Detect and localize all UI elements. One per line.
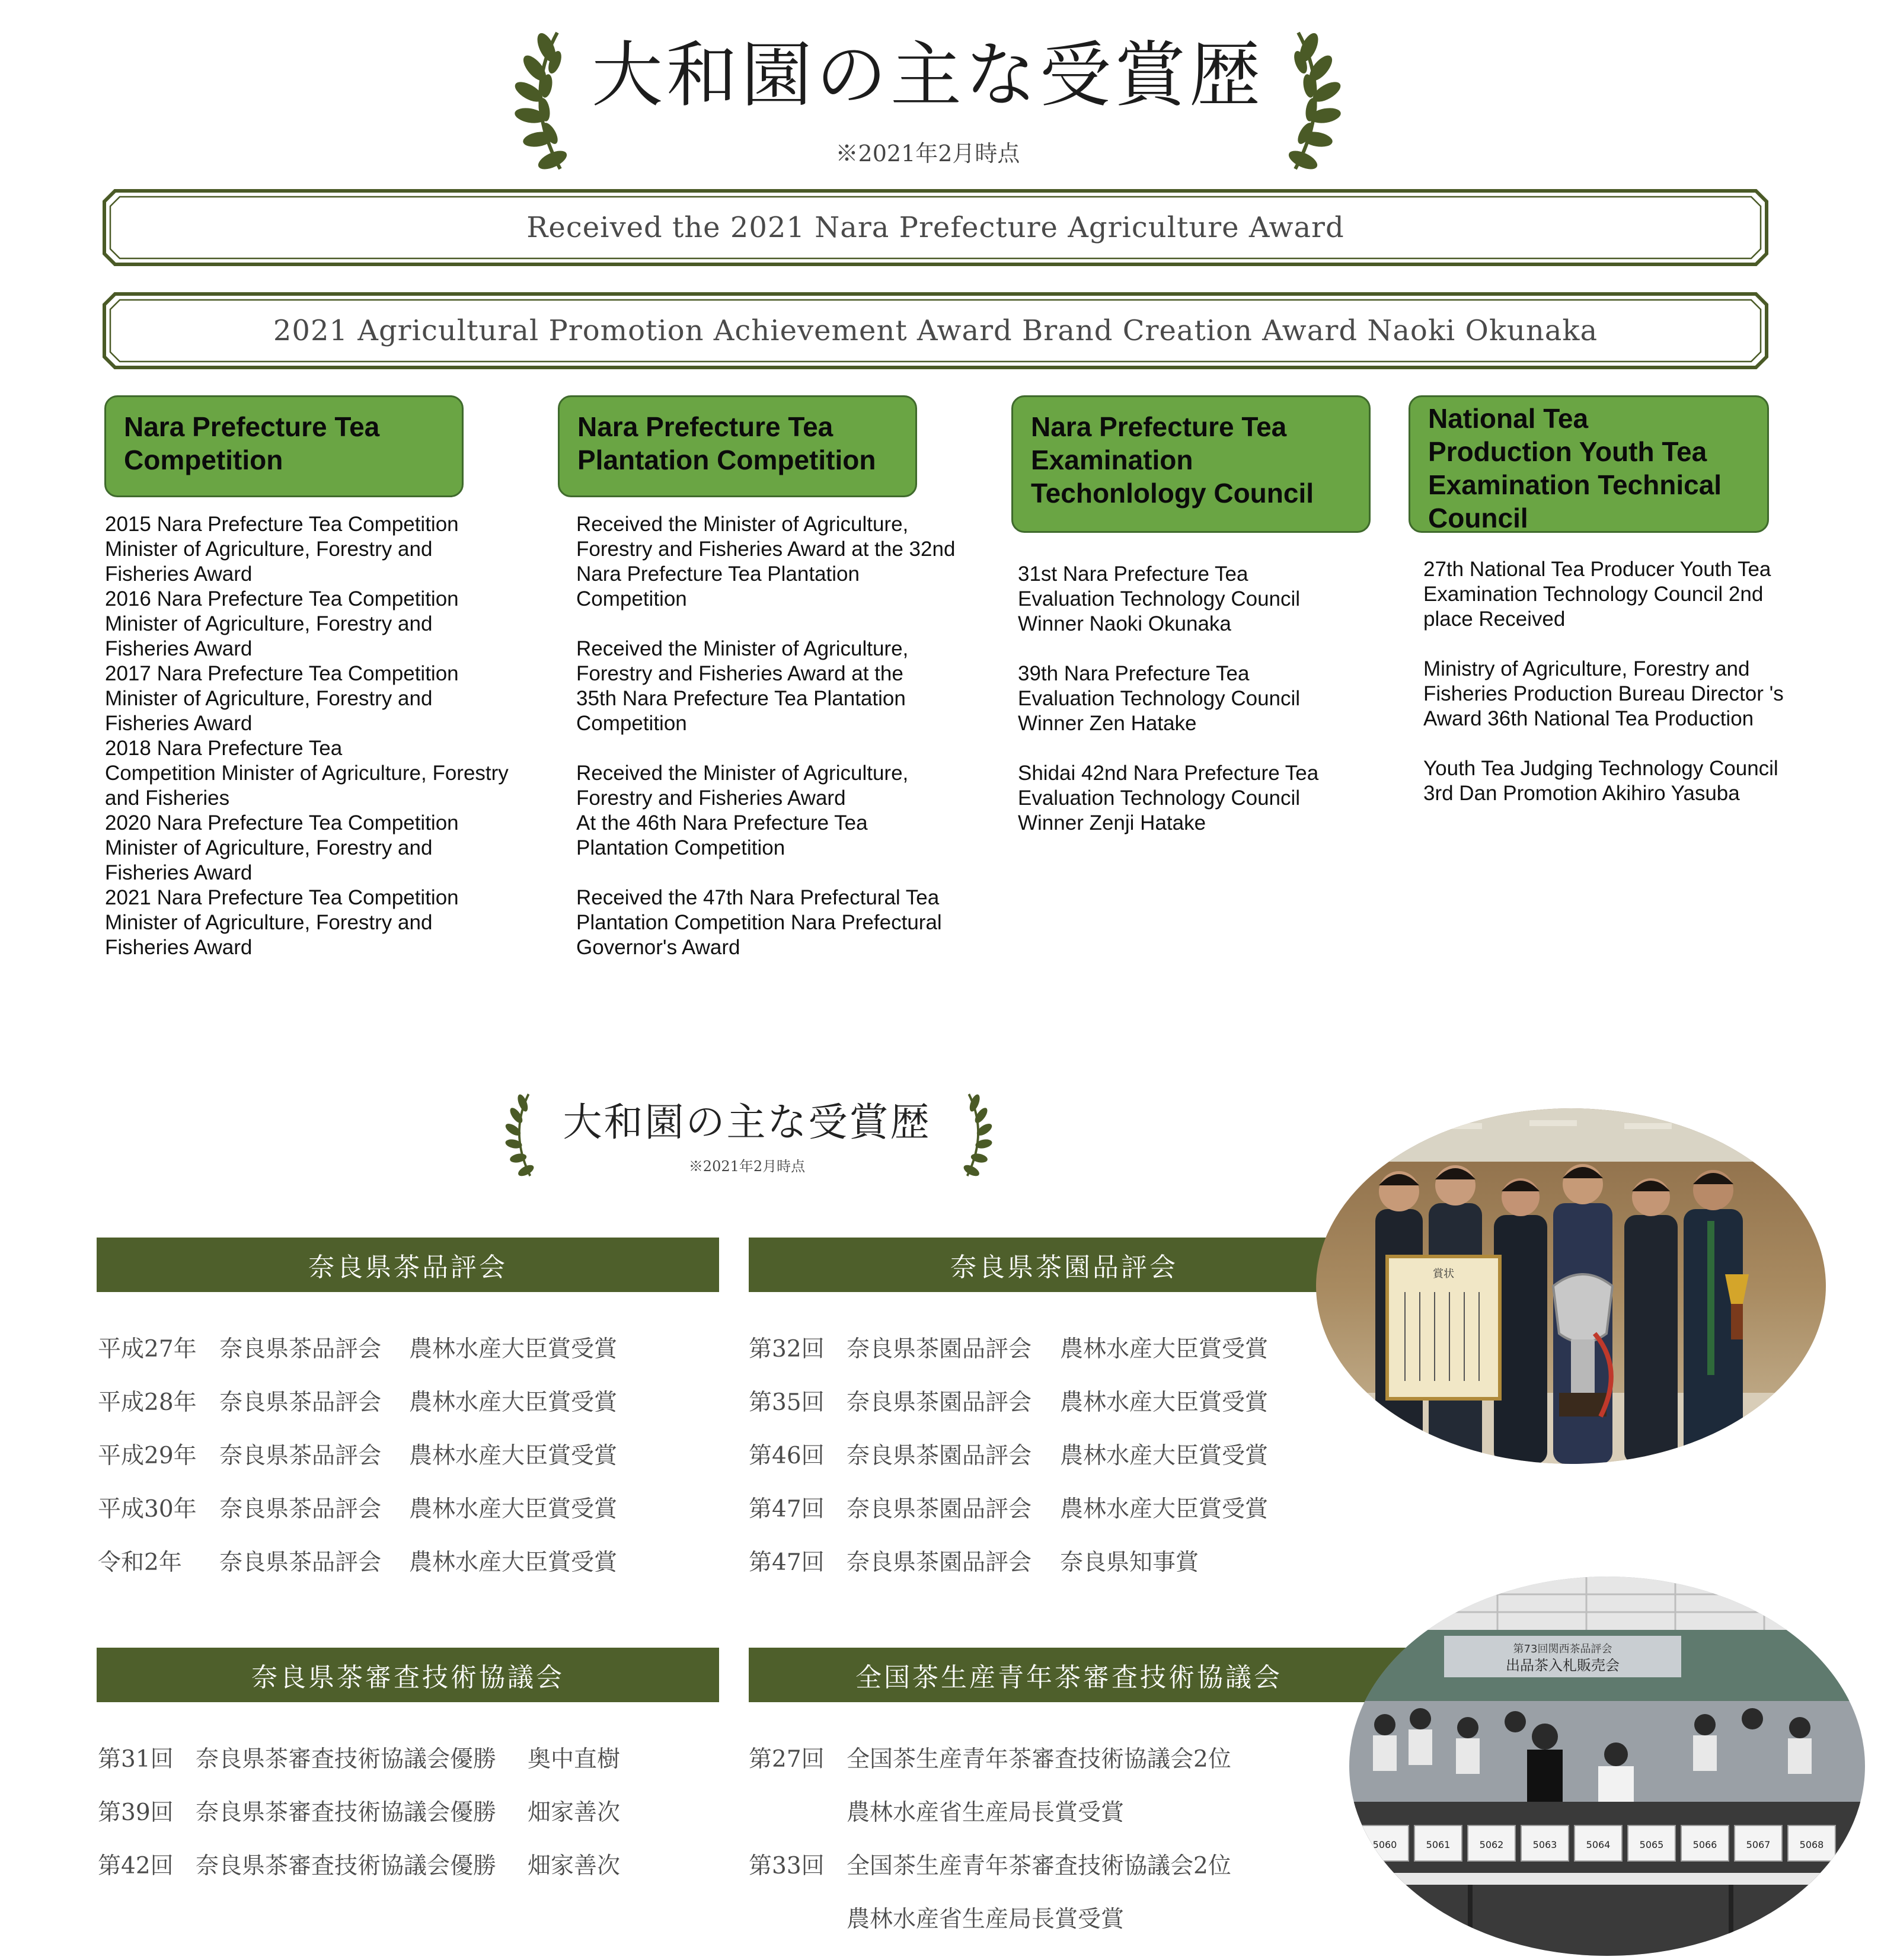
award-list: 27th National Tea Producer Youth Tea Examination Technology Council 2nd place Received Ministry of Agriculture, Forestry and Fisheries Production Bureau Director 's Award 36th National Tea Production Youth Tea Judging Technology Council 3rd Dan Promotion Akihiro Yasuba	[1423, 558, 1784, 805]
list-item: 2021 Nara Prefecture Tea Competition	[105, 886, 459, 909]
svg-text:出品茶入札販売会: 出品茶入札販売会	[1506, 1657, 1620, 1674]
laurel-right-icon	[959, 1091, 995, 1179]
table-row: 第27回 全国茶生産青年茶審査技術協議会2位	[749, 1746, 1231, 1773]
award-banner	[102, 188, 1769, 267]
svg-text:5063: 5063	[1532, 1839, 1557, 1850]
svg-text:5068: 5068	[1799, 1839, 1824, 1850]
category-bar: 奈良県茶品評会	[97, 1238, 719, 1292]
award-banner-text: Received the 2021 Nara Prefecture Agriculture Award	[526, 211, 1344, 244]
list-item: Fisheries Award	[105, 712, 253, 735]
award-list	[105, 512, 520, 960]
svg-text:5065: 5065	[1639, 1839, 1664, 1850]
table-row: 平成29年 奈良県茶品評会 農林水産大臣賞受賞	[98, 1443, 618, 1469]
category-heading: Nara Prefecture Tea Plantation Competition	[558, 395, 917, 497]
table-row: 第35回 奈良県茶園品評会 農林水産大臣賞受賞	[749, 1389, 1269, 1416]
list-item: 2017 Nara Prefecture Tea Competition	[105, 662, 459, 685]
table-row: 第31回 奈良県茶審査技術協議会優勝 奥中直樹	[98, 1746, 621, 1773]
table-row: 平成30年 奈良県茶品評会 農林水産大臣賞受賞	[98, 1496, 618, 1523]
svg-text:5064: 5064	[1586, 1839, 1611, 1850]
list-item: Minister of Agriculture, Forestry and	[105, 836, 433, 859]
category-bar: 奈良県茶園品評会	[749, 1238, 1531, 1292]
list-item: Minister of Agriculture, Forestry and	[105, 612, 433, 635]
award-list: 31st Nara Prefecture Tea Evaluation Technology Council Winner Naoki Okunaka 39th Nara Prefecture Tea Evaluation Technology Council Winner Zen Hatake Shidai 42nd Nara Prefecture Tea Evaluation Technology Council Winner Zenji Hatake	[1018, 562, 1319, 834]
laurel-left-icon	[503, 1091, 538, 1179]
list-item: Minister of Agriculture, Forestry and	[105, 538, 433, 561]
tea-auction-photo	[1349, 1577, 1865, 1956]
list-item: Fisheries Award	[105, 637, 253, 660]
table-row: 第47回 奈良県茶園品評会 奈良県知事賞	[749, 1549, 1199, 1576]
svg-text:賞状: 賞状	[1433, 1268, 1454, 1280]
award-list: Received the Minister of Agriculture, Forestry and Fisheries Award at the 32nd Nara Prefecture Tea Plantation Competition Received the Minister of Agriculture, Forestry and Fisheries Award at the 35th Nara Prefecture Tea Plantation Competition Received the Minister of Agriculture, Forestry and Fisheries Award At the 46th Nara Prefecture Tea Plantation Competition Received the 47th Nara Prefectural Tea Plantation Competition Nara Prefectural Governor's Award	[576, 513, 956, 959]
svg-text:5066: 5066	[1692, 1839, 1717, 1850]
title-date-note: ※2021年2月時点	[835, 140, 1020, 167]
table-row: 令和2年 奈良県茶品評会 農林水産大臣賞受賞	[98, 1549, 618, 1576]
section-date-note: ※2021年2月時点	[688, 1158, 806, 1175]
category-heading: Nara Prefecture Tea Examination Techonlology Council	[1011, 395, 1371, 533]
list-item: Minister of Agriculture, Forestry and	[105, 687, 433, 710]
table-row: 第46回 奈良県茶園品評会 農林水産大臣賞受賞	[749, 1443, 1269, 1469]
list-item: Competition Minister of Agriculture, Forestry	[105, 762, 509, 785]
table-row: 第47回 奈良県茶園品評会 農林水産大臣賞受賞	[749, 1496, 1269, 1523]
list-item: Fisheries Award	[105, 562, 253, 586]
svg-text:5061: 5061	[1426, 1839, 1451, 1850]
award-table	[749, 1320, 1371, 1587]
category-heading: National Tea Production Youth Tea Examination Technical Council	[1409, 395, 1769, 533]
svg-text:5060: 5060	[1372, 1839, 1397, 1850]
list-item: Fisheries Award	[105, 936, 253, 959]
award-table	[98, 1731, 720, 1891]
list-item: 2016 Nara Prefecture Tea Competition	[105, 587, 459, 610]
svg-text:5062: 5062	[1479, 1839, 1504, 1850]
page-title: 大和園の主な受賞歴	[592, 34, 1264, 117]
svg-text:第73回関西茶品評会: 第73回関西茶品評会	[1513, 1643, 1612, 1655]
table-row: 第33回 全国茶生産青年茶審査技術協議会2位	[749, 1853, 1231, 1879]
table-row: 平成28年 奈良県茶品評会 農林水産大臣賞受賞	[98, 1389, 618, 1416]
list-item: and Fisheries	[105, 786, 230, 810]
award-ceremony-photo	[1316, 1108, 1826, 1464]
category-bar: 奈良県茶審査技術協議会	[97, 1648, 719, 1702]
svg-text:5067: 5067	[1746, 1839, 1771, 1850]
list-item: 2018 Nara Prefecture Tea	[105, 737, 343, 760]
table-row: 農林水産省生産局長賞受賞	[847, 1799, 1125, 1826]
table-row: 第32回 奈良県茶園品評会 農林水産大臣賞受賞	[749, 1336, 1269, 1363]
list-item: Minister of Agriculture, Forestry and	[105, 911, 433, 934]
award-banner	[102, 292, 1769, 370]
category-heading: Nara Prefecture Tea Competition	[104, 395, 464, 497]
table-row: 第39回 奈良県茶審査技術協議会優勝 畑家善次	[98, 1799, 621, 1826]
list-item: Fisheries Award	[105, 861, 253, 884]
table-row: 平成27年 奈良県茶品評会 農林水産大臣賞受賞	[98, 1336, 618, 1363]
category-bar: 全国茶生産青年茶審査技術協議会	[749, 1648, 1531, 1702]
award-table	[749, 1731, 1401, 1944]
table-row: 農林水産省生産局長賞受賞	[847, 1906, 1125, 1933]
award-table	[98, 1320, 720, 1587]
table-row: 第42回 奈良県茶審査技術協議会優勝 畑家善次	[98, 1853, 621, 1879]
award-banner-text: 2021 Agricultural Promotion Achievement Award Brand Creation Award Naoki Okunaka	[273, 314, 1598, 347]
section-title: 大和園の主な受賞歴	[563, 1099, 931, 1145]
list-item: 2015 Nara Prefecture Tea Competition	[105, 513, 459, 536]
list-item: 2020 Nara Prefecture Tea Competition	[105, 811, 459, 834]
